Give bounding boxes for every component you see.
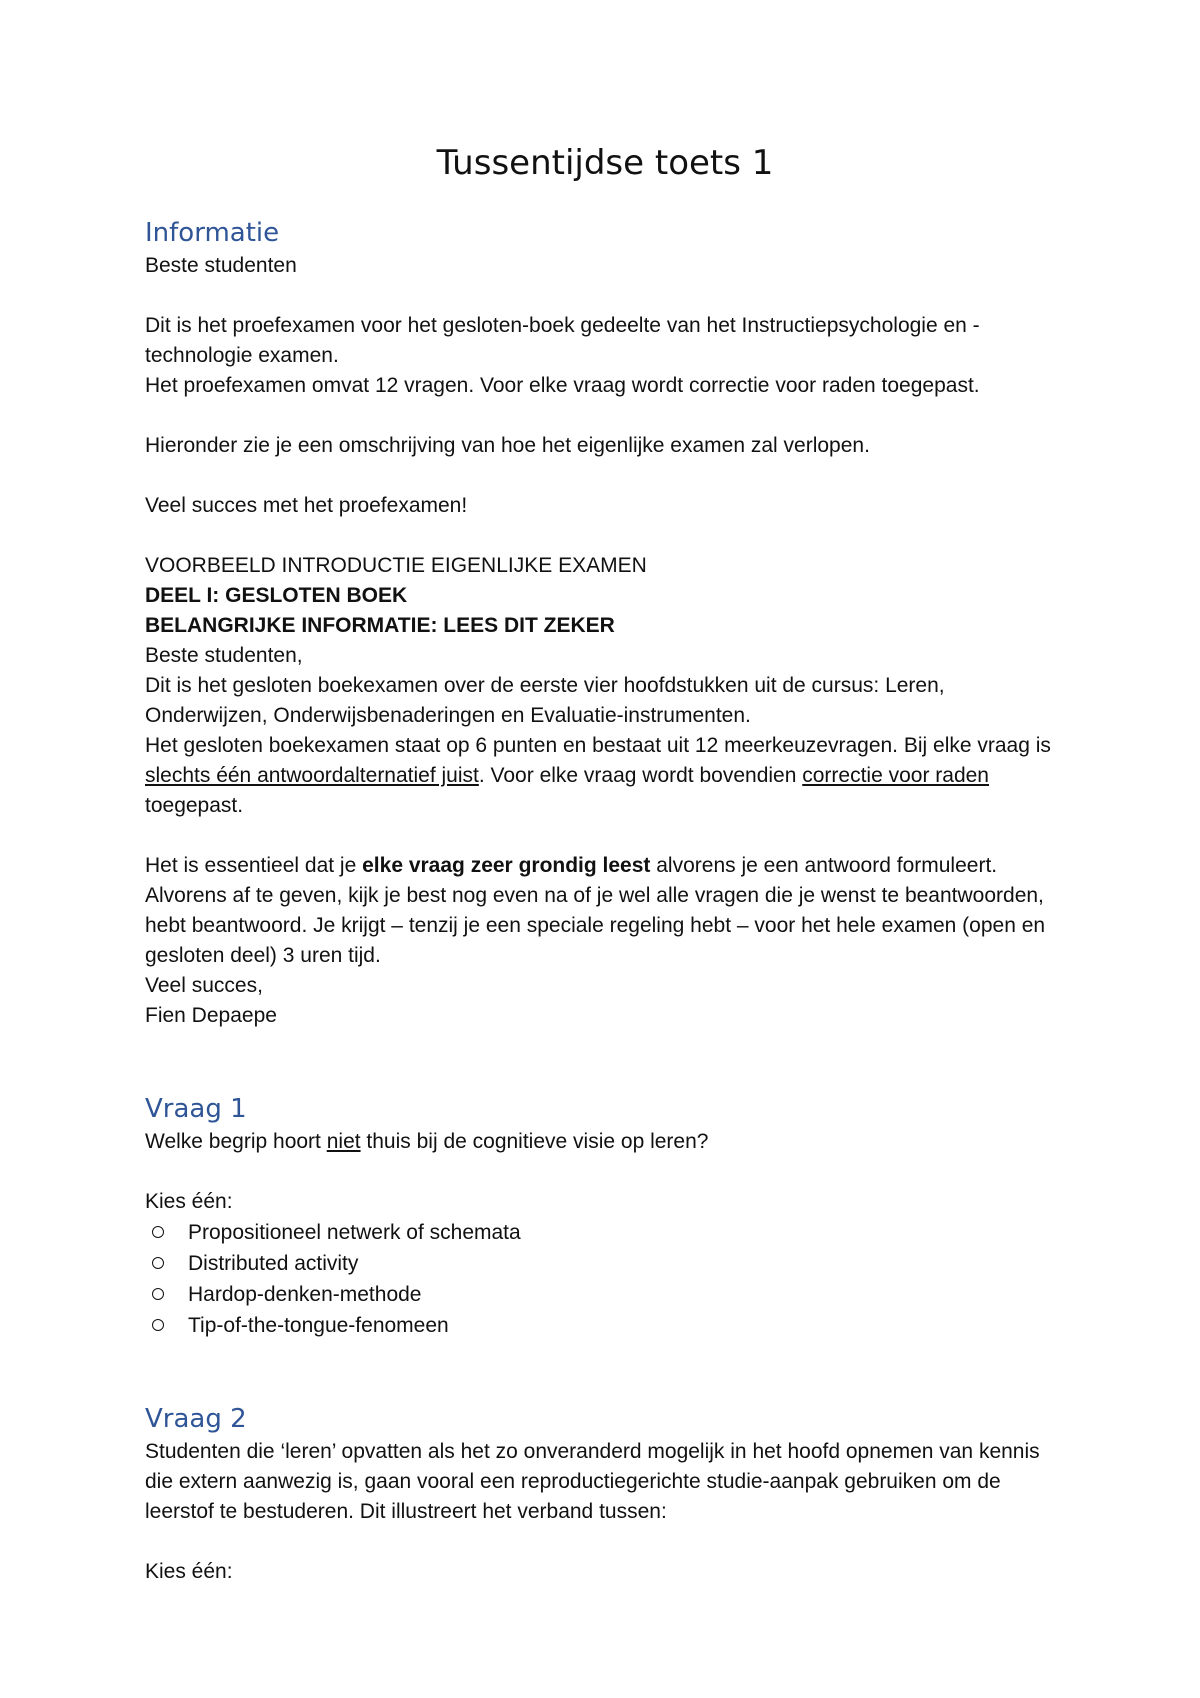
- paragraph-omschrijving: Hieronder zie je een omschrijving van hoe het eigenlijke examen zal verlopen.: [145, 434, 870, 457]
- radio-circle-icon[interactable]: [152, 1257, 164, 1269]
- options-list-1: [145, 1217, 1065, 1341]
- paragraph-vragen: Het proefexamen omvat 12 vragen. Voor elke vraag wordt correctie voor raden toegepast.: [145, 374, 980, 397]
- option-item[interactable]: Tip-of-the-tongue-fenomeen: [145, 1310, 1065, 1341]
- document-title: Tussentijdse toets 1: [436, 143, 774, 183]
- option-item[interactable]: Hardop-denken-methode: [145, 1279, 1065, 1310]
- section-heading-informatie: Informatie: [145, 218, 280, 248]
- greeting: Beste studenten: [145, 254, 297, 277]
- greeting-2: Beste studenten,: [145, 644, 303, 667]
- paragraph-essentieel: Het is essentieel dat je elke vraag zeer grondig leest alvorens je een antwoord formuleert. Alvorens af te geven, kijk je best nog even na of je wel alle vragen die je wenst te beantwoorden, hebt beantwoord. Je krijgt – tenzij je een speciale regeling hebt – voor het hele examen (open en gesloten deel) 3 uren tijd.: [145, 854, 1046, 967]
- paragraph-hoofdstukken: Dit is het gesloten boekexamen over de eerste vier hoofdstukken uit de cursus: Leren, Onderwijzen, Onderwijsbenaderingen en Evaluatie-instrumenten.: [145, 674, 945, 727]
- underlined-niet: niet: [326, 1130, 361, 1153]
- question-1: Welke begrip hoort niet thuis bij de cognitieve visie op leren?: [145, 1130, 709, 1153]
- paragraph-succes: Veel succes met het proefexamen!: [145, 494, 468, 517]
- section-heading-vraag-2: Vraag 2: [145, 1404, 247, 1434]
- kies-label-1: Kies één:: [145, 1190, 233, 1213]
- question-2: Studenten die ‘leren’ opvatten als het zo onveranderd mogelijk in het hoofd opnemen van kennis die extern aanwezig is, gaan vooral een reproductiegerichte studie-aanpak gebruiken om de leerstof te bestuderen. Dit illustreert het verband tussen:: [145, 1440, 1040, 1523]
- deel-heading: DEEL I: GESLOTEN BOEK: [145, 584, 408, 607]
- section-heading-vraag-1: Vraag 1: [145, 1094, 247, 1124]
- radio-circle-icon[interactable]: [152, 1226, 164, 1238]
- paragraph-proefexamen: Dit is het proefexamen voor het gesloten-boek gedeelte van het Instructiepsychologie en -technologie examen.: [145, 314, 980, 367]
- signature: Fien Depaepe: [145, 1004, 277, 1027]
- closing: Veel succes,: [145, 974, 263, 997]
- document-body: [145, 135, 1065, 1587]
- belangrijk-heading: BELANGRIJKE INFORMATIE: LEES DIT ZEKER: [145, 614, 615, 637]
- option-item[interactable]: Propositioneel netwerk of schemata: [145, 1217, 1065, 1248]
- paragraph-punten: Het gesloten boekexamen staat op 6 punten en bestaat uit 12 meerkeuzevragen. Bij elke vraag is slechts één antwoordalternatief juist. Voor elke vraag wordt bovendien correctie voor raden toegepast.: [145, 734, 1051, 817]
- kies-label-2: Kies één:: [145, 1560, 233, 1583]
- intro-heading: VOORBEELD INTRODUCTIE EIGENLIJKE EXAMEN: [145, 554, 647, 577]
- bold-grondig: elke vraag zeer grondig leest: [362, 854, 651, 877]
- underlined-correctie: correctie voor raden: [802, 764, 989, 787]
- underlined-juist: slechts één antwoordalternatief juist: [145, 764, 479, 787]
- radio-circle-icon[interactable]: [152, 1288, 164, 1300]
- radio-circle-icon[interactable]: [152, 1319, 164, 1331]
- option-item[interactable]: Distributed activity: [145, 1248, 1065, 1279]
